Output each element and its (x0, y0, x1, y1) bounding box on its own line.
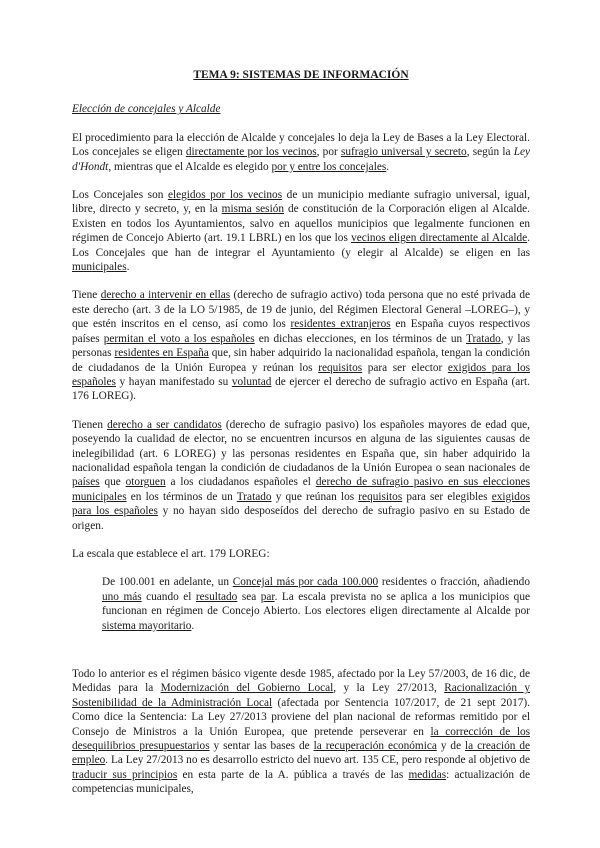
underlined-text: por y entre los concejales (271, 160, 387, 173)
underlined-text: directamente por los vecinos (185, 146, 317, 159)
text-run: La escala que establece el art. 179 LOREG: (72, 547, 270, 560)
underlined-text: municipales (72, 261, 127, 274)
text-run: . (386, 160, 390, 173)
section-heading: Elección de concejales y Alcalde (72, 103, 221, 116)
underlined-text: sistema mayoritario (102, 619, 192, 632)
underlined-text: misma sesión (221, 203, 285, 216)
underlined-text: exigidos para los españoles (72, 361, 531, 388)
underlined-text: países (72, 476, 100, 489)
paragraph (72, 188, 530, 274)
text-run: Tienen (72, 418, 108, 431)
underlined-text: medidas (408, 768, 447, 781)
text-run: . Los Concejales que han de integrar el Ayuntamiento (y elegir al Alcalde) se eligen en las (72, 232, 530, 259)
document-page (72, 68, 530, 811)
underlined-text: la corrección de los desequilibrios presupuestarios (72, 725, 530, 753)
text-run: en España cuyos respectivos países (72, 318, 530, 345)
text-run: , mientras que el Alcalde es elegido (108, 160, 272, 173)
underlined-text: la creación de empleo (72, 740, 531, 767)
text-run: , según la (466, 146, 514, 159)
underlined-text: voluntad (231, 375, 272, 388)
text-run: y hayan manifestado su (115, 375, 232, 388)
text-run: que, sin haber adquirido la nacionalidad española, tengan la condición de ciudadanos de la Unión Europea y reúnan los (72, 347, 530, 374)
paragraph (72, 288, 530, 403)
text-run: y de (436, 740, 466, 753)
text-run: Tiene (72, 289, 101, 302)
text-run: El procedimiento para la elección de Alcalde y concejales lo deja la Ley de Bases a la Ley Electoral. Los concejales se eligen (72, 131, 530, 159)
paragraph (72, 547, 530, 561)
underlined-text: traducir sus principios (72, 768, 178, 781)
underlined-text: requisitos (318, 361, 363, 374)
underlined-text: permitan el voto a los españoles (103, 332, 255, 345)
text-run: (derecho de sufragio activo) toda persona que no esté privada de este derecho (art. 3 de la LO 5/1985, de 19 de junio, del Régimen Electoral General –LOREG–), y que estén inscritos en el censo, así como los (72, 289, 530, 331)
underlined-text: Tratado (466, 332, 501, 345)
underlined-text: par (260, 590, 275, 603)
underlined-text: vecinos eligen directamente al Alcalde (351, 232, 528, 245)
text-run: De 100.001 en adelante, un (102, 576, 233, 589)
text-run: . (191, 619, 195, 632)
text-run: Los Concejales son (72, 189, 168, 202)
paragraph (72, 418, 530, 533)
text-run: Todo lo anterior es el régimen básico vigente desde 1985, afectado por la Ley 57/2003, de 16 dic, de Medidas para la (72, 668, 530, 695)
text-run: de ejercer el derecho de sufragio activo en España (art. 176 LOREG). (72, 375, 530, 403)
block-quote (102, 575, 530, 633)
underlined-text: derecho a ser candidatos (107, 418, 222, 431)
paragraph (72, 667, 530, 797)
underlined-text: resultado (195, 590, 238, 603)
paragraph (72, 131, 530, 174)
underlined-text: elegidos por los vecinos (167, 189, 283, 202)
underlined-text: residentes extranjeros (290, 318, 391, 331)
text-run: , y las personas (72, 332, 530, 360)
underlined-text: derecho a intervenir en ellas (100, 289, 231, 302)
underlined-text: Modernización del Gobierno Local (160, 682, 334, 695)
text-run: y no hayan sido desposeídos del derecho de sufragio pasivo en su Estado de origen. (72, 505, 530, 532)
text-run: para ser elegibles (402, 490, 492, 503)
text-run: : actualización de competencias municipales, (72, 768, 530, 796)
underlined-text: sufragio universal y secreto (340, 146, 467, 159)
text-run: de constitución de la Corporación eligen al Alcalde. Existen en todos los Ayuntamientos, salvo en aquellos municipios que legalmente funcionen en régimen de Concejo Abierto (art. 19.1 LBRL) en los que los (72, 203, 530, 245)
underlined-text: residentes en España (114, 347, 209, 360)
text-run: cuando el (141, 590, 196, 603)
underlined-text: Racionalización y Sostenibilidad de la Administración Local (72, 682, 530, 709)
underlined-text: la recuperación económica (313, 740, 437, 753)
underlined-text: requisitos (358, 490, 403, 503)
text-run: , y la Ley 27/2013, (333, 682, 445, 695)
italic-text: Ley d'Hondt (72, 146, 531, 173)
text-run: para ser elector (362, 361, 448, 374)
page-title: TEMA 9: SISTEMAS DE INFORMACIÓN (193, 69, 409, 81)
underlined-text: exigidos para los españoles (72, 490, 530, 518)
underlined-text: Concejal más por cada 100.000 (232, 576, 379, 589)
underlined-text: Tratado (236, 490, 272, 503)
text-run: residentes o fracción, añadiendo (378, 576, 530, 589)
underlined-text: otorguen (125, 476, 166, 489)
text-run: y sentar las bases de (209, 740, 314, 753)
text-run: . La escala prevista no se aplica a los municipios que funcionan en régimen de Concejo Abierto. Los electores eligen directamente al Alcalde por (102, 590, 530, 618)
text-run: en esta parte de la A. pública a través de las (177, 768, 409, 781)
text-run: (derecho de sufragio pasivo) los españoles mayores de edad que, poseyendo la cualidad de elector, no se encuentren incursos en alguna de las siguientes causas de inelegibilidad (art. 6 LOREG) y las personas residentes en España que, sin haber adquirido la nacionalidad española tengan la condición de ciudadanos de la Unión Europea o sean nacionales de (72, 418, 531, 474)
text-run: y que reúnan los (271, 490, 359, 503)
text-run: . La Ley 27/2013 no es desarrollo estricto del nuevo art. 135 CE, pero responde al objetivo de (105, 754, 530, 767)
text-run: de un municipio mediante sufragio universal, igual, libre, directo y secreto, y, en la (72, 189, 530, 216)
text-run: a los ciudadanos españoles el (165, 476, 316, 489)
text-run: , por (316, 146, 341, 159)
spacer (72, 647, 530, 667)
text-run: que (99, 476, 126, 489)
text-run: en dichas elecciones, en los términos de un (254, 332, 467, 345)
text-run: en los términos de un (126, 490, 237, 503)
text-run: sea (237, 590, 261, 603)
text-run: (afectada por Sentencia 107/2017, de 21 sept 2017). Como dice la Sentencia: La Ley 27/2013 proviene del plan nacional de reformas remitido por el Consejo de Ministros a la Unión Europea, que pretende perseverar en (72, 696, 530, 738)
underlined-text: derecho de sufragio pasivo en sus elecciones municipales (72, 476, 531, 503)
text-run: . (126, 261, 130, 274)
underlined-text: uno más (102, 590, 142, 603)
